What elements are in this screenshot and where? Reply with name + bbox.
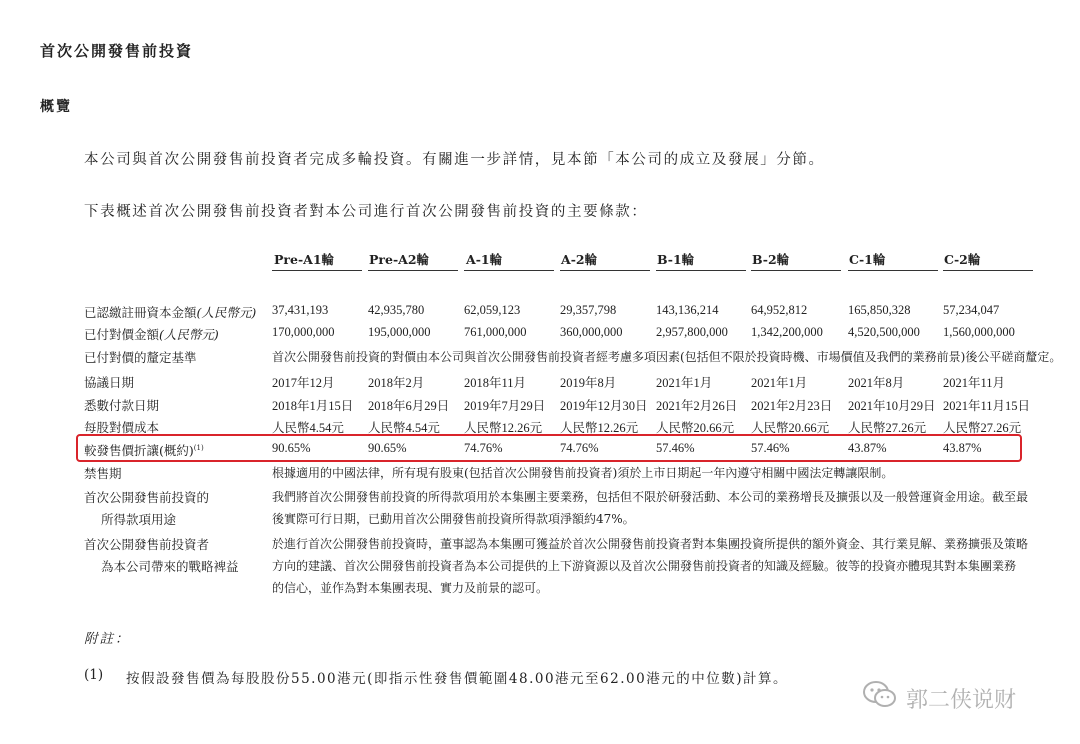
table-cell: 人民幣12.26元 (560, 421, 639, 435)
table-cell: 165,850,328 (848, 303, 911, 317)
table-cell: 2021年1月 (751, 376, 808, 390)
table-cell: 43.87% (848, 441, 887, 455)
highlight-box (76, 434, 1022, 462)
header-rule (656, 270, 746, 271)
footnote-text: 按假設發售價為每股股份55.00港元(即指示性發售價範圍48.00港元至62.00港元的中位數)計算。 (126, 671, 788, 687)
header-rule (943, 270, 1033, 271)
notes-title: 附註： (84, 631, 131, 647)
table-cell: 195,000,000 (368, 325, 431, 339)
row-label: 協議日期 (84, 375, 135, 390)
table-cell: 2017年12月 (272, 376, 335, 390)
table-cell: 人民幣27.26元 (943, 421, 1022, 435)
col-header-c2: C-2輪 (944, 252, 981, 267)
table-cell: 57.46% (751, 441, 790, 455)
col-header-a2: A-2輪 (561, 252, 598, 267)
table-cell: 2018年6月29日 (368, 399, 450, 413)
intro-paragraph: 本公司與首次公開發售前投資者完成多輪投資。有關進一步詳情，見本節「本公司的成立及發展」分節。 (84, 152, 825, 168)
table-cell: 1,560,000,000 (943, 325, 1015, 339)
header-rule (848, 270, 938, 271)
col-header-b2: B-2輪 (752, 252, 790, 267)
header-rule (464, 270, 554, 271)
table-cell: 2021年2月23日 (751, 399, 833, 413)
table-cell: 2021年11月 (943, 376, 1006, 390)
table-cell: 29,357,798 (560, 303, 617, 317)
header-rule (560, 270, 650, 271)
table-cell: 人民幣20.66元 (751, 421, 830, 435)
table-cell: 2018年2月 (368, 376, 425, 390)
table-cell: 2021年1月 (656, 376, 713, 390)
table-cell: 2018年1月15日 (272, 399, 354, 413)
row-span-text: 根據適用的中國法律，所有現有股東(包括首次公開發售前投資者)須於上市日期起一年內遵守相關中國法定轉讓限制。 (272, 466, 894, 480)
table-cell: 170,000,000 (272, 325, 335, 339)
row-label: 禁售期 (84, 466, 122, 481)
table-cell: 2021年2月26日 (656, 399, 738, 413)
table-cell: 2019年7月29日 (464, 399, 546, 413)
table-cell: 人民幣20.66元 (656, 421, 735, 435)
table-cell: 62,059,123 (464, 303, 521, 317)
row-label: 已付對價的釐定基準 (84, 350, 197, 365)
row-span-text: 的信心，並作為對本集團表現、實力及前景的認可。 (272, 581, 549, 595)
header-rule (272, 270, 362, 271)
table-intro-paragraph: 下表概述首次公開發售前投資者對本公司進行首次公開發售前投資的主要條款： (84, 204, 648, 220)
row-label-line2: 為本公司帶來的戰略裨益 (101, 559, 239, 574)
table-cell: 人民幣27.26元 (848, 421, 927, 435)
table-cell: 2021年10月29日 (848, 399, 936, 413)
row-label: 已認繳註冊資本金額(人民幣元) (84, 305, 257, 320)
row-span-text: 首次公開發售前投資的對價由本公司與首次公開發售前投資者經考慮多項因素(包括但不限於投資時機、市場價值及我們的業務前景)後公平磋商釐定。 (272, 350, 1062, 364)
table-cell: 90.65% (368, 441, 407, 455)
row-label: 悉數付款日期 (84, 398, 160, 413)
col-header-pre-a2: Pre-A2輪 (369, 252, 430, 267)
row-span-text: 我們將首次公開發售前投資的所得款項用於本集團主要業務，包括但不限於研發活動、本公司的業務增長及擴張以及一般營運資金用途。截至最 (272, 490, 1029, 504)
table-cell: 37,431,193 (272, 303, 329, 317)
table-cell: 2019年12月30日 (560, 399, 648, 413)
table-cell: 360,000,000 (560, 325, 623, 339)
header-rule (368, 270, 458, 271)
row-label: 較發售價折讓(概約)$^{(1)}$ (84, 443, 204, 458)
table-cell: 57.46% (656, 441, 695, 455)
table-cell: 2,957,800,000 (656, 325, 728, 339)
table-cell: 1,342,200,000 (751, 325, 823, 339)
table-cell: 90.65% (272, 441, 311, 455)
row-label: 首次公開發售前投資的 (84, 490, 210, 505)
footnote-number: (1) (84, 667, 104, 683)
row-label-line2: 所得款項用途 (101, 512, 177, 527)
table-cell: 143,136,214 (656, 303, 719, 317)
watermark (862, 680, 1016, 716)
table-cell: 4,520,500,000 (848, 325, 920, 339)
table-cell: 2018年11月 (464, 376, 527, 390)
section-title: 首次公開發售前投資 (40, 42, 194, 60)
subsection-title: 概覽 (40, 99, 72, 115)
table-cell: 64,952,812 (751, 303, 808, 317)
watermark-text: 郭二侠说财 (906, 687, 1017, 713)
table-cell: 42,935,780 (368, 303, 425, 317)
row-label: 已付對價金額(人民幣元) (84, 327, 219, 342)
table-cell: 761,000,000 (464, 325, 527, 339)
table-cell: 人民幣4.54元 (272, 421, 344, 435)
table-cell: 2019年8月 (560, 376, 617, 390)
col-header-c1: C-1輪 (849, 252, 886, 267)
table-cell: 人民幣12.26元 (464, 421, 543, 435)
col-header-a1: A-1輪 (466, 252, 503, 267)
row-label: 首次公開發售前投資者 (84, 537, 210, 552)
table-cell: 2021年11月15日 (943, 399, 1031, 413)
col-header-b1: B-1輪 (657, 252, 695, 267)
table-cell: 57,234,047 (943, 303, 1000, 317)
table-cell: 74.76% (464, 441, 503, 455)
table-cell: 74.76% (560, 441, 599, 455)
table-cell: 43.87% (943, 441, 982, 455)
row-span-text: 後實際可行日期，已動用首次公開發售前投資所得款項淨額約47%。 (272, 512, 635, 526)
table-cell: 2021年8月 (848, 376, 905, 390)
col-header-pre-a1: Pre-A1輪 (274, 252, 335, 267)
row-span-text: 於進行首次公開發售前投資時，董事認為本集團可獲益於首次公開發售前投資者對本集團投資所提供的額外資金、其行業見解、業務擴張及策略 (272, 537, 1029, 551)
header-rule (751, 270, 841, 271)
wechat-icon (862, 680, 898, 716)
row-span-text: 方向的建議、首次公開發售前投資者為本公司提供的上下游資源以及首次公開發售前投資者的知識及經驗。彼等的投資亦體現其對本集團業務 (272, 559, 1017, 573)
row-label: 每股對價成本 (84, 420, 160, 435)
table-cell: 人民幣4.54元 (368, 421, 440, 435)
